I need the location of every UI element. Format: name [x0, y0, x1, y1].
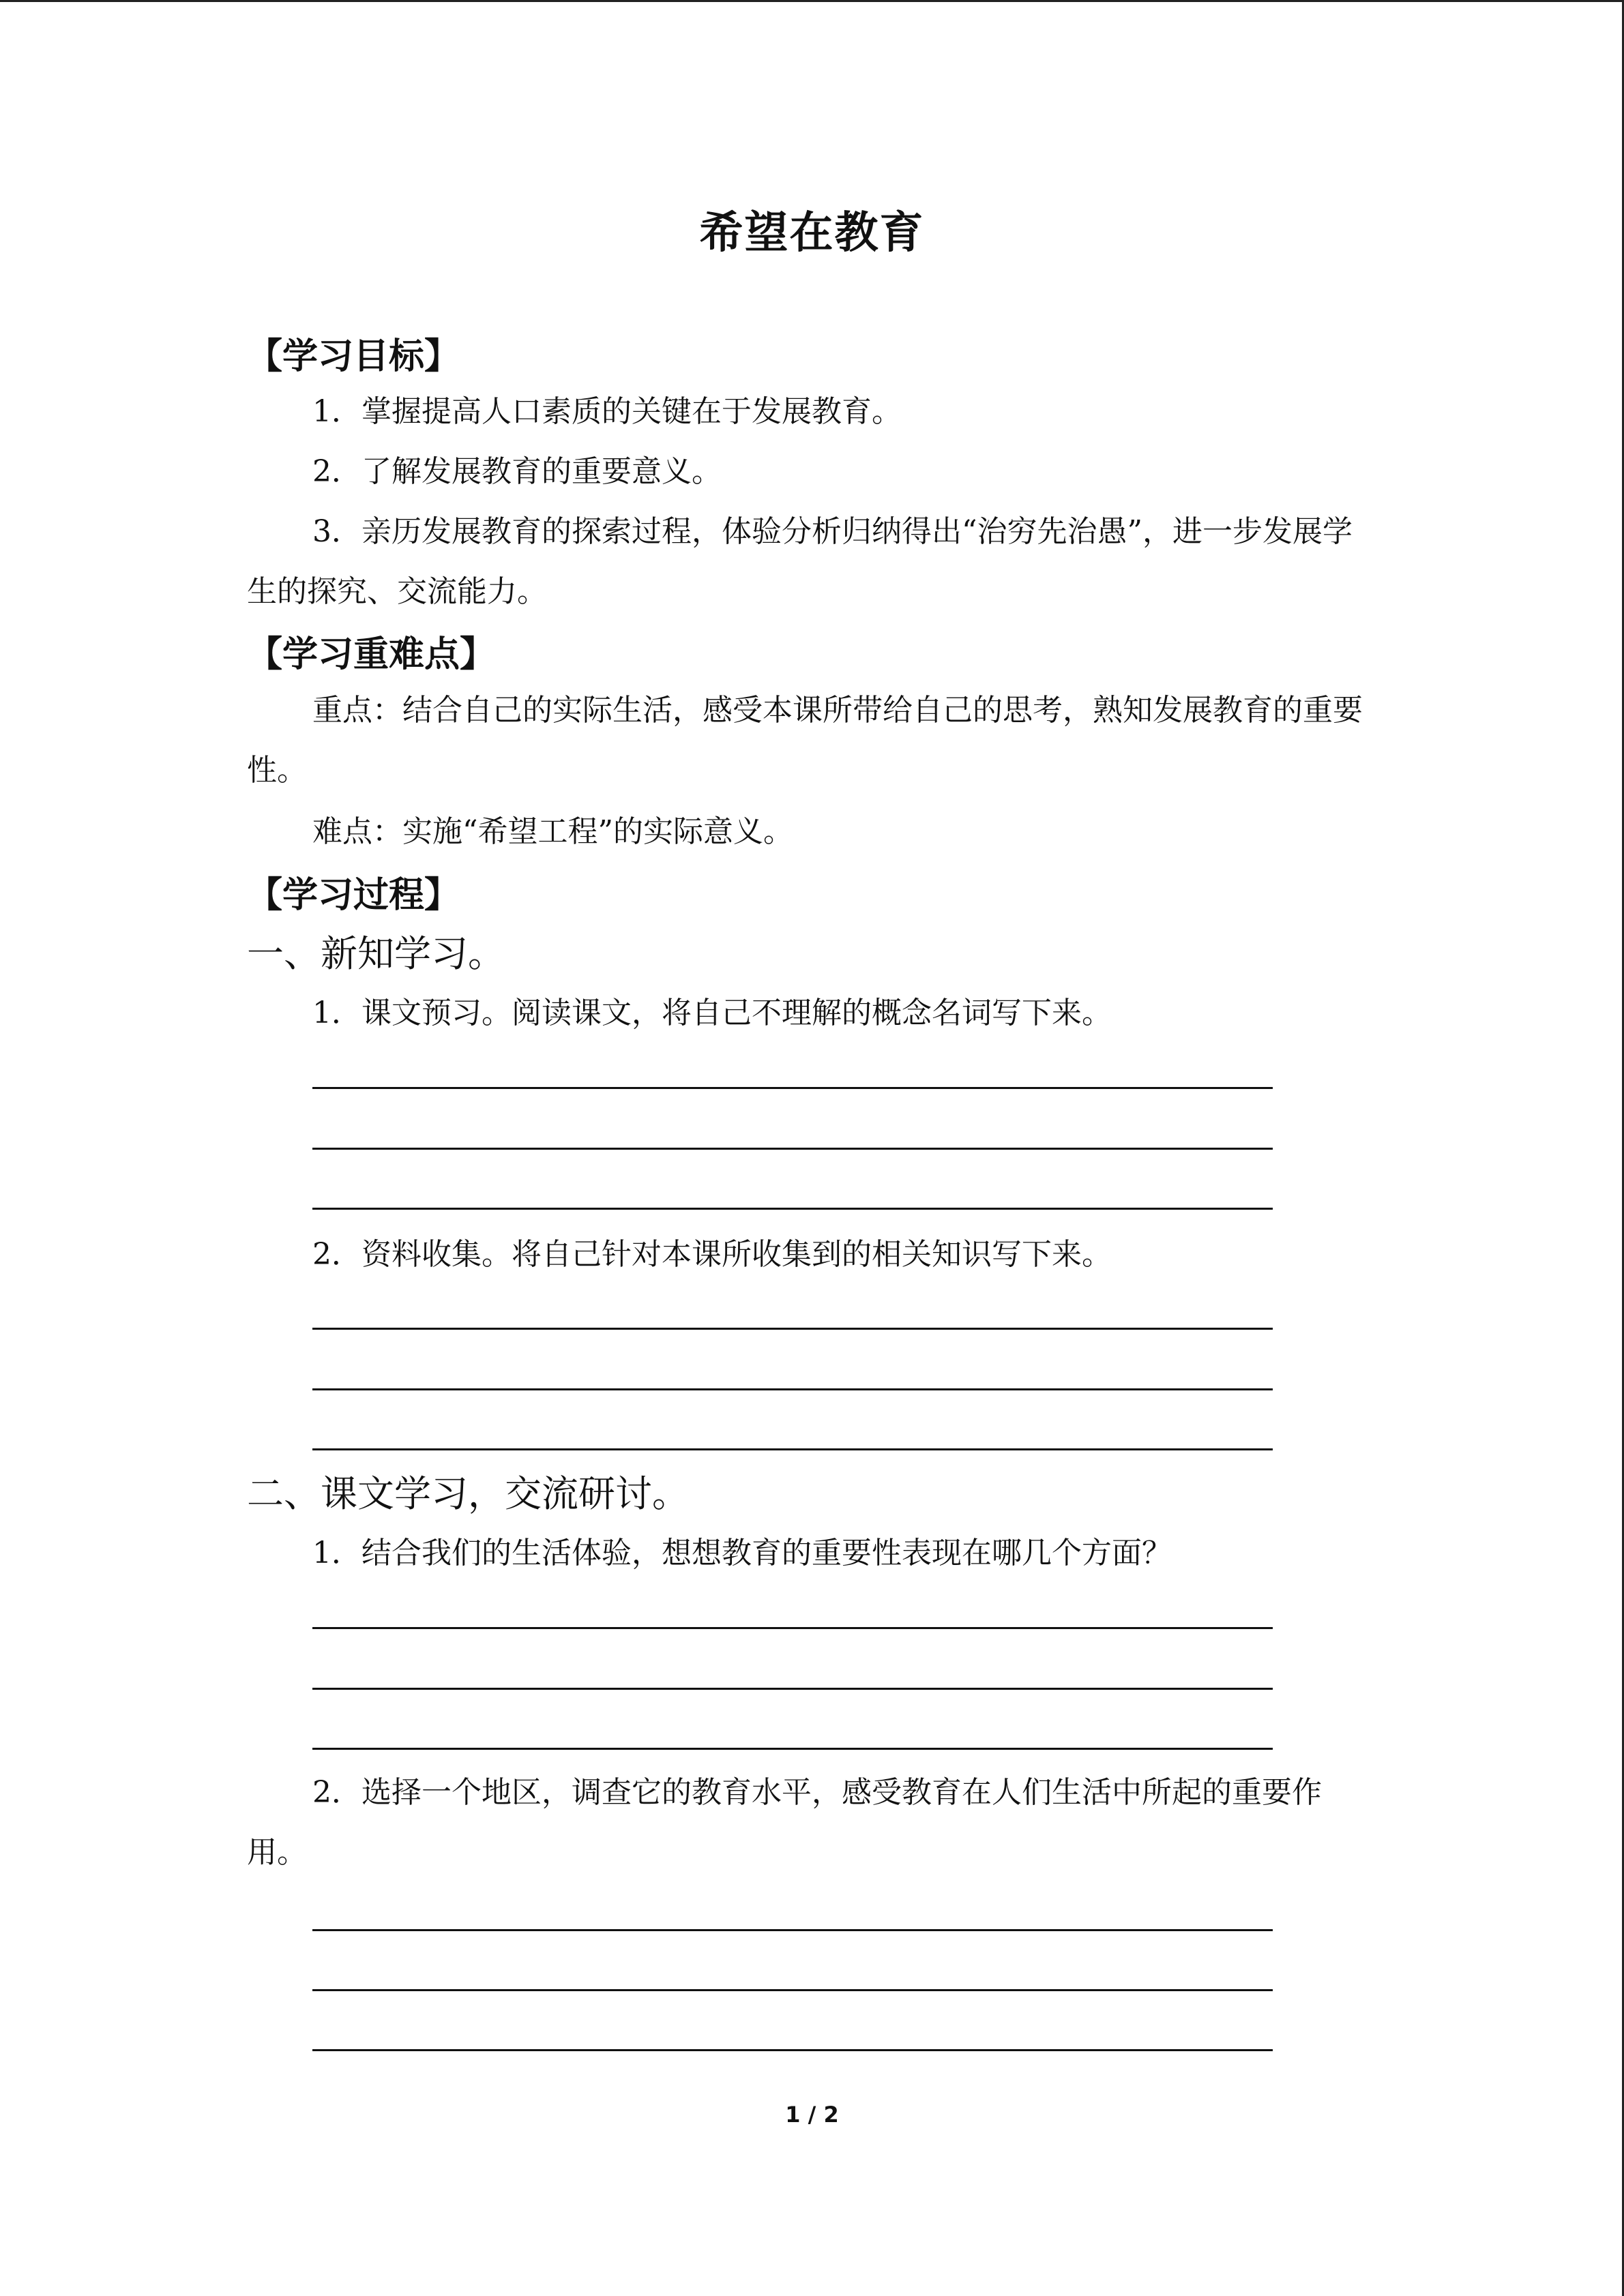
answer-line[interactable]	[312, 1688, 1273, 1690]
answer-line[interactable]	[312, 1087, 1273, 1089]
answer-line[interactable]	[312, 1748, 1273, 1750]
key-point-difficulty: 难点：实施“希望工程”的实际意义。	[312, 814, 793, 849]
section-heading-goals: 【学习目标】	[247, 336, 460, 377]
part2-question-1: 1．结合我们的生活体验，想想教育的重要性表现在哪几个方面？	[312, 1536, 1172, 1570]
document-title: 希望在教育	[699, 208, 925, 258]
answer-line[interactable]	[312, 1388, 1273, 1390]
section-heading-process: 【学习过程】	[247, 875, 460, 916]
part1-question-1: 1．课文预习。阅读课文，将自己不理解的概念名词写下来。	[312, 996, 1112, 1030]
page-top-border	[0, 0, 1624, 2]
goal-item-1: 1．掌握提高人口素质的关键在于发展教育。	[312, 394, 902, 429]
goal-item-2: 2．了解发展教育的重要意义。	[312, 454, 722, 489]
answer-line[interactable]	[312, 1627, 1273, 1629]
answer-line[interactable]	[312, 1328, 1273, 1330]
key-point-focus: 重点：结合自己的实际生活，感受本课所带给自己的思考，熟知发展教育的重要性。	[247, 693, 1363, 788]
answer-line[interactable]	[312, 1989, 1273, 1991]
answer-line[interactable]	[312, 2049, 1273, 2051]
page-number: 1 / 2	[785, 2102, 839, 2128]
part-heading-new-knowledge: 一、新知学习。	[247, 932, 505, 975]
goal-item-3: 3．亲历发展教育的探索过程，体验分析归纳得出“治穷先治愚”，进一步发展学生的探究、交流能力。	[247, 514, 1353, 609]
answer-line[interactable]	[312, 1148, 1273, 1150]
answer-line[interactable]	[312, 1448, 1273, 1450]
section-heading-key-points: 【学习重难点】	[247, 634, 496, 675]
answer-line[interactable]	[312, 1208, 1273, 1210]
part1-question-2: 2．资料收集。将自己针对本课所收集到的相关知识写下来。	[312, 1237, 1112, 1272]
part2-question-2: 2．选择一个地区，调查它的教育水平，感受教育在人们生活中所起的重要作用。	[247, 1775, 1322, 1870]
part-heading-text-study: 二、课文学习，交流研讨。	[247, 1472, 689, 1515]
answer-line[interactable]	[312, 1929, 1273, 1931]
